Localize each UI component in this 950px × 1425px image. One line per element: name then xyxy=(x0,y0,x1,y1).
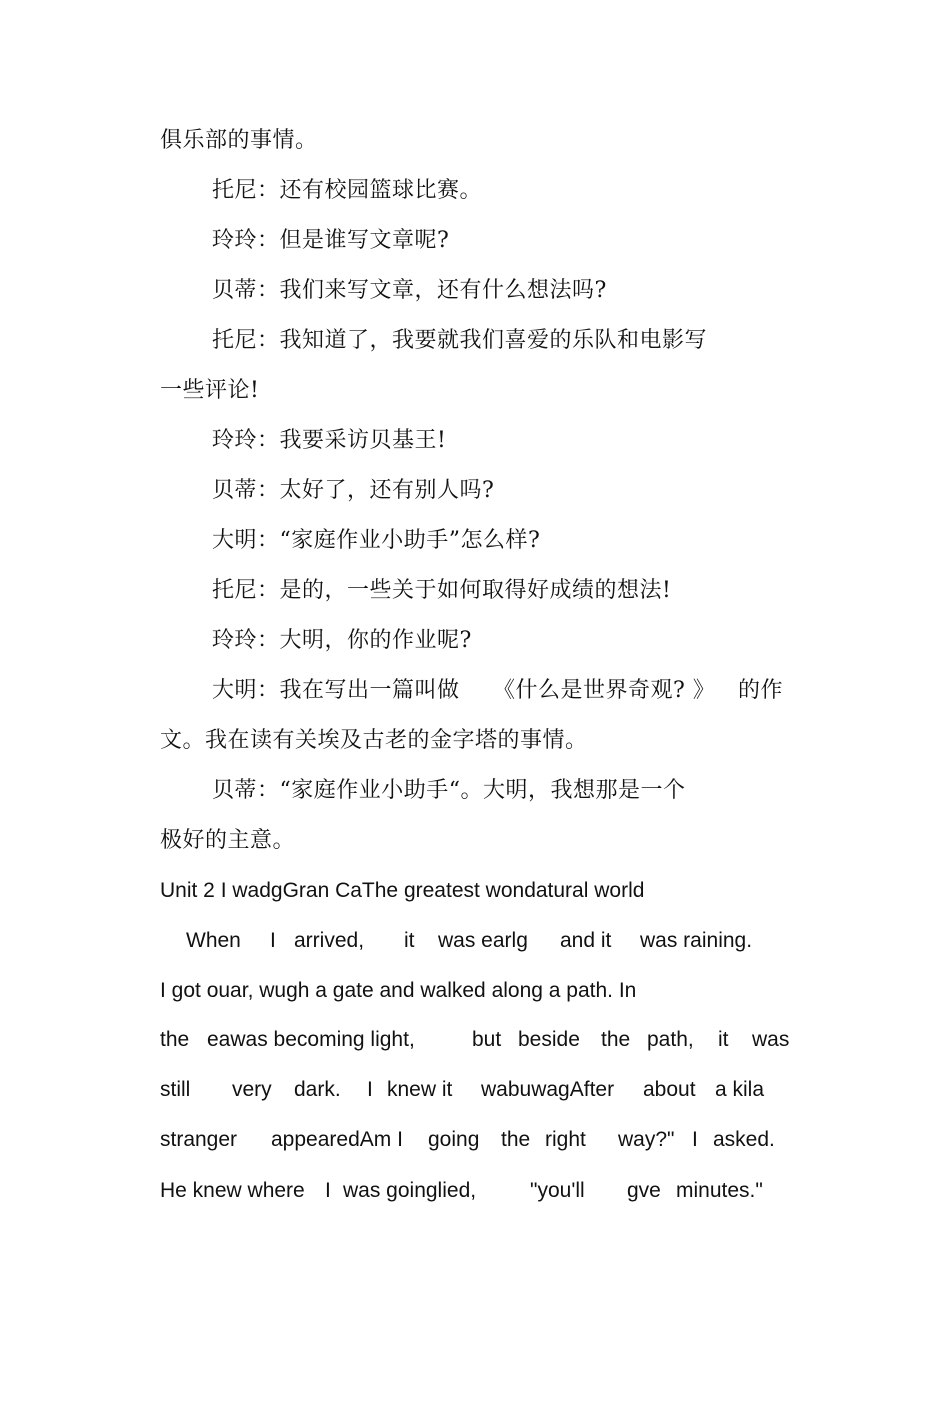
word: was earlg xyxy=(438,929,528,952)
dialogue-line xyxy=(0,626,950,656)
word: very xyxy=(232,1078,272,1101)
word: about xyxy=(643,1078,696,1101)
text-segment: 极好的主意。 xyxy=(160,828,296,853)
word: it xyxy=(718,1028,729,1051)
heading-text: Unit 2 I wadgGran CaThe greatest wondatural world xyxy=(160,879,645,902)
word: dark. xyxy=(294,1078,341,1101)
word: the xyxy=(501,1128,531,1151)
word: "you'll xyxy=(530,1179,585,1202)
text-segment: 大明：我在写出一篇叫做 xyxy=(212,678,460,703)
text-segment: 的作 xyxy=(738,678,784,703)
passage-line xyxy=(0,1075,950,1105)
passage-line xyxy=(0,1125,950,1155)
word: I got ouar, wugh a gate and walked along a path. In xyxy=(160,979,637,1002)
word: I xyxy=(367,1078,373,1101)
word: it xyxy=(404,929,415,952)
dialogue-line xyxy=(0,526,950,556)
word: When xyxy=(186,929,241,952)
dialogue-line xyxy=(0,476,950,506)
word: right xyxy=(545,1128,586,1151)
word: was goinglied, xyxy=(343,1179,477,1202)
text-line xyxy=(0,826,950,856)
word: and it xyxy=(560,929,612,952)
word: still xyxy=(160,1078,191,1101)
text-line xyxy=(0,376,950,406)
text-segment: 托尼：我知道了，我要就我们喜爱的乐队和电影写 xyxy=(212,328,708,353)
word: going xyxy=(428,1128,480,1151)
word: I xyxy=(325,1179,331,1202)
passage-line xyxy=(0,1025,950,1055)
word: minutes." xyxy=(676,1179,763,1202)
passage-line xyxy=(0,1176,950,1206)
word: but xyxy=(472,1028,502,1051)
word: knew it xyxy=(387,1078,453,1101)
text-segment: 玲玲：但是谁写文章呢? xyxy=(212,228,450,253)
dialogue-line xyxy=(0,576,950,606)
text-line xyxy=(0,126,950,156)
unit-heading xyxy=(0,876,950,906)
word: appearedAm I xyxy=(271,1128,403,1151)
word: He knew where xyxy=(160,1179,305,1202)
dialogue-line xyxy=(0,776,950,806)
word: was xyxy=(752,1028,790,1051)
word: path, xyxy=(647,1028,694,1051)
text-segment: 文。我在读有关埃及古老的金字塔的事情。 xyxy=(160,728,588,753)
dialogue-line xyxy=(0,676,950,706)
dialogue-line xyxy=(0,326,950,356)
word: I xyxy=(270,929,276,952)
word: the xyxy=(160,1028,190,1051)
word: was raining. xyxy=(640,929,753,952)
word: beside xyxy=(518,1028,580,1051)
word: stranger xyxy=(160,1128,238,1151)
text-segment: 玲玲：我要采访贝基王! xyxy=(212,428,447,453)
word: the xyxy=(601,1028,631,1051)
word: eawas becoming light, xyxy=(207,1028,415,1051)
text-segment: 托尼：还有校园篮球比赛。 xyxy=(212,178,483,203)
word: a kila xyxy=(715,1078,765,1101)
dialogue-line xyxy=(0,426,950,456)
dialogue-line xyxy=(0,276,950,306)
word: way?" xyxy=(618,1128,675,1151)
text-segment: 贝蒂：太好了，还有别人吗? xyxy=(212,478,495,503)
passage-line xyxy=(0,926,950,956)
word: wabuwagAfter xyxy=(481,1078,615,1101)
text-segment: 大明：“家庭作业小助手”怎么样? xyxy=(212,528,541,553)
dialogue-line xyxy=(0,226,950,256)
text-segment: 贝蒂：我们来写文章，还有什么想法吗? xyxy=(212,278,607,303)
text-segment: 一些评论! xyxy=(160,378,260,403)
passage-line xyxy=(0,976,950,1006)
text-segment: 托尼：是的，一些关于如何取得好成绩的想法! xyxy=(212,578,672,603)
text-segment: 贝蒂：“家庭作业小助手“。大明，我想那是一个 xyxy=(212,778,686,803)
text-segment: 玲玲：大明，你的作业呢? xyxy=(212,628,472,653)
dialogue-line xyxy=(0,176,950,206)
title-quote: 《什么是世界奇观? 》 xyxy=(493,678,716,703)
word: gve xyxy=(627,1179,661,1202)
word: I xyxy=(692,1128,698,1151)
text-line xyxy=(0,726,950,756)
word: arrived, xyxy=(294,929,365,952)
word: asked. xyxy=(713,1128,775,1151)
text-segment: 俱乐部的事情。 xyxy=(160,128,318,153)
